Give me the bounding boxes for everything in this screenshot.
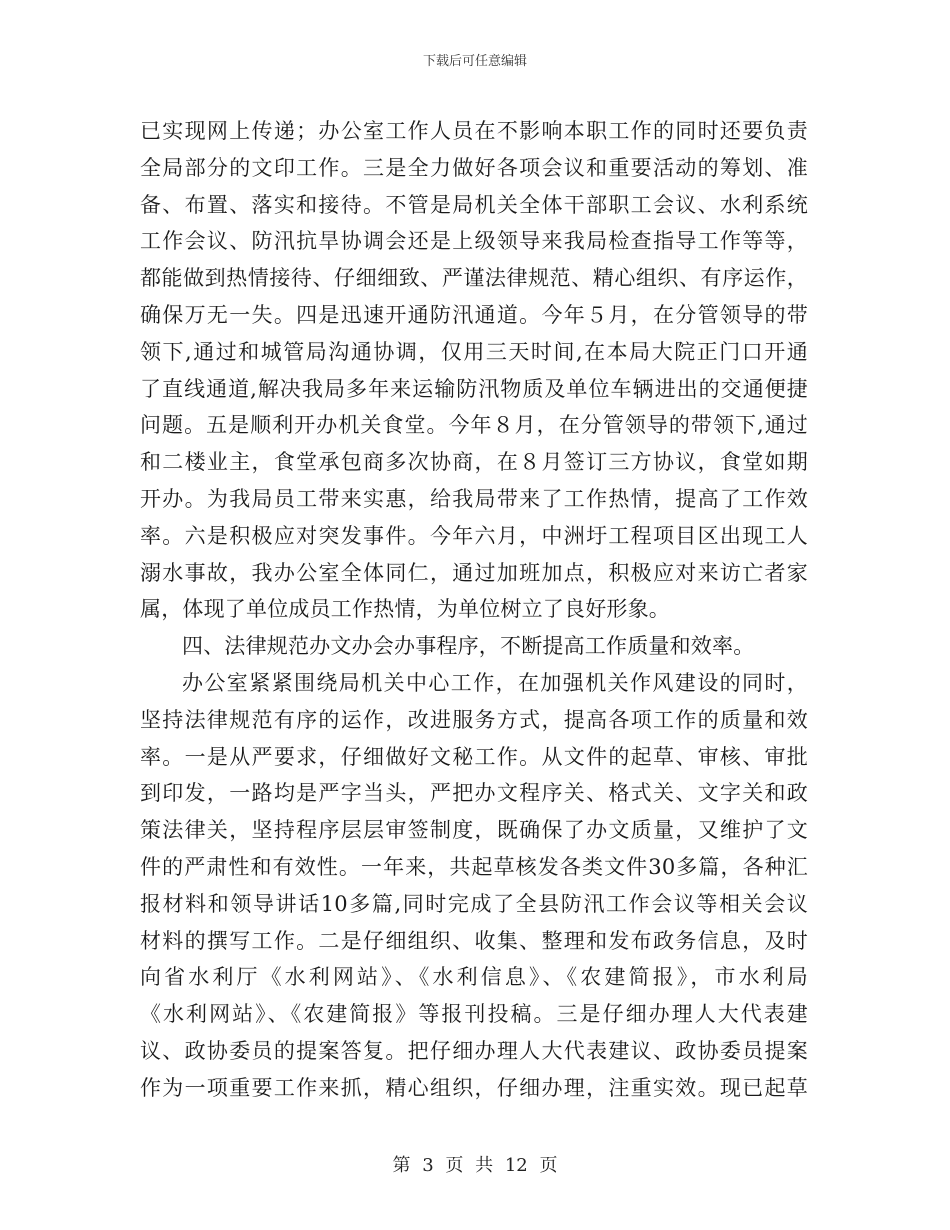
text-line: 办公室紧紧围绕局机关中心工作，在加强机关作风建设的同时， bbox=[182, 670, 808, 695]
page-header-note: 下载后可任意编辑 bbox=[422, 54, 527, 69]
text-line: 溺水事故，我办公室全体同仁，通过加班加点，积极应对来访亡者家 bbox=[140, 560, 808, 585]
text-line: 全局部分的文印工作。三是全力做好各项会议和重要活动的筹划、准 bbox=[140, 155, 808, 180]
text-line: 和二楼业主，食堂承包商多次协商，在８月签订三方协议，食堂如期 bbox=[140, 450, 808, 475]
text-line: 件的严肃性和有效性。一年来，共起草核发各类文件30多篇，各种汇 bbox=[140, 854, 808, 879]
text-line: 了直线通道,解决我局多年来运输防汛物质及单位车辆进出的交通便捷 bbox=[140, 376, 808, 401]
text-line: 策法律关，坚持程序层层审签制度，既确保了办文质量，又维护了文 bbox=[140, 818, 808, 843]
page-number: 第 3 页 共 12 页 bbox=[392, 1155, 558, 1176]
text-line: 属，体现了单位成员工作热情，为单位树立了良好形象。 bbox=[140, 597, 670, 622]
text-line: 率。六是积极应对突发事件。今年六月，中洲圩工程项目区出现工人 bbox=[140, 523, 808, 548]
text-line: 材料的撰写工作。二是仔细组织、收集、整理和发布政务信息，及时 bbox=[140, 928, 808, 953]
text-line: 已实现网上传递；办公室工作人员在不影响本职工作的同时还要负责 bbox=[140, 119, 808, 143]
text-line: 向省水利厅《水利网站》、《水利信息》、《农建简报》，市水利局 bbox=[140, 965, 808, 990]
text-line: 确保万无一失。四是迅速开通防汛通道。今年５月，在分管领导的带 bbox=[140, 302, 808, 327]
text-line: 到印发，一路均是严字当头，严把办文程序关、格式关、文字关和政 bbox=[140, 781, 808, 806]
text-line: 工作会议、防汛抗旱协调会还是上级领导来我局检查指导工作等等， bbox=[140, 229, 808, 254]
text-line: 备、布置、落实和接待。不管是局机关全体干部职工会议、水利系统 bbox=[140, 192, 808, 217]
text-line: 《水利网站》、《农建简报》等报刊投稿。三是仔细办理人大代表建 bbox=[140, 1002, 808, 1027]
text-line: 领下,通过和城管局沟通协调，仅用三天时间,在本局大院正门口开通 bbox=[140, 339, 808, 364]
text-line: 议、政协委员的提案答复。把仔细办理人大代表建议、政协委员提案 bbox=[140, 1038, 808, 1063]
text-line: 开办。为我局员工带来实惠，给我局带来了工作热情，提高了工作效 bbox=[140, 486, 808, 511]
text-line: 坚持法律规范有序的运作，改进服务方式，提高各项工作的质量和效 bbox=[140, 707, 808, 732]
text-line: 报材料和领导讲话10多篇,同时完成了全县防汛工作会议等相关会议 bbox=[140, 891, 808, 916]
text-line: 率。一是从严要求，仔细做好文秘工作。从文件的起草、审核、审批 bbox=[140, 744, 808, 769]
text-line: 问题。五是顺利开办机关食堂。今年８月，在分管领导的带领下,通过 bbox=[140, 413, 808, 438]
text-line: 作为一项重要工作来抓，精心组织，仔细办理，注重实效。现已起草 bbox=[140, 1075, 808, 1100]
section-heading: 四、法律规范办文办会办事程序，不断提高工作质量和效率。 bbox=[182, 634, 755, 659]
document-body bbox=[140, 113, 808, 1107]
text-line: 都能做到热情接待、仔细细致、严谨法律规范、精心组织、有序运作， bbox=[140, 266, 808, 291]
